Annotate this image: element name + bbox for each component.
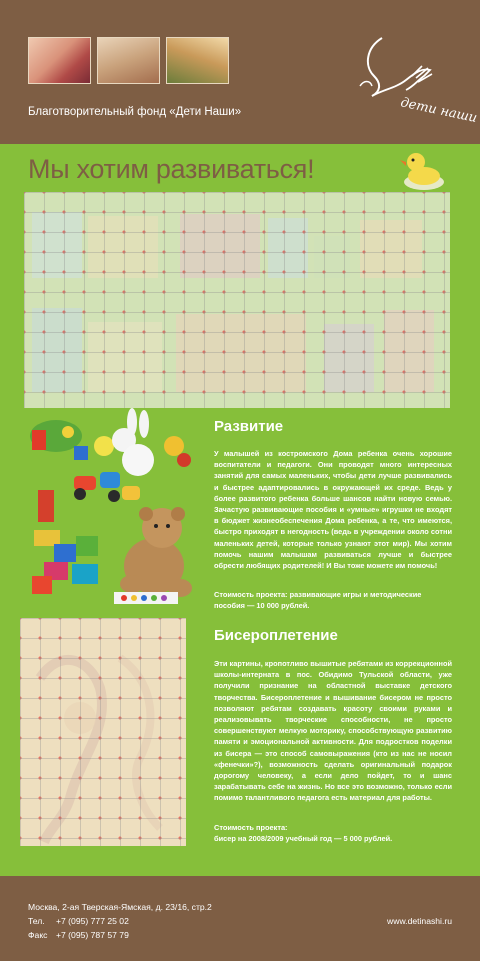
fax-number: +7 (095) 787 57 79	[56, 930, 129, 940]
footer	[0, 876, 480, 961]
foundation-logo	[352, 36, 479, 132]
development-cost: Стоимость проекта: развивающие игры и методические пособия — 10 000 рублей.	[214, 590, 422, 611]
grid-overlay	[24, 192, 450, 408]
fax	[28, 930, 129, 940]
photo-strip	[28, 37, 229, 84]
fax-label: Факс	[28, 930, 48, 940]
grid-overlay	[20, 618, 186, 846]
section-heading-development: Развитие	[214, 418, 284, 435]
website-link[interactable]: www.detinashi.ru	[387, 916, 452, 926]
child-photo	[97, 37, 160, 84]
rubber-duck-icon	[402, 148, 448, 192]
header	[0, 0, 480, 144]
section-heading-beadwork: Бисероплетение	[214, 627, 338, 644]
phone	[28, 916, 129, 926]
phone-number: +7 (095) 777 25 02	[56, 916, 129, 926]
phone-label: Тел.	[28, 916, 45, 926]
toy-shelf-image	[24, 192, 450, 408]
page-title: Мы хотим развиваться!	[28, 154, 315, 184]
toys-illustration	[14, 406, 204, 614]
child-photo	[166, 37, 229, 84]
beadwork-cost-label: Стоимость проекта:	[214, 823, 288, 832]
beadwork-cost	[214, 822, 452, 844]
child-photo	[28, 37, 91, 84]
foundation-name: Благотворительный фонд «Дети Наши»	[28, 106, 242, 118]
beadwork-cost-value: бисер на 2008/2009 учебный год — 5 000 рублей.	[214, 834, 393, 844]
development-text: У малышей из костромского Дома ребенка очень хорошие воспитатели и педагоги. Они проводят много интересных занятий для самых маленьких, чтобы дети лучше развивались и быстрее адаптировались в окружающей их среде. Ведь у более развитого ребенка больше шансов найти новую семью. Зачастую развивающие пособия и «умные» игрушки не входят в бюджет жизнеобеспечения Дома ребенка, а те, что имеются, быстро приходят в негодность (ведь в учреждении около сотни маленьких детей, которые только узнают этот мир). Мы хотим помочь нашим малышам развиваться лучше и быстрее обрести любящих родителей! И Вы тоже можете им помочь!	[214, 449, 452, 571]
beadwork-picture	[20, 618, 186, 846]
beadwork-text: Эти картины, кропотливо вышитые ребятами из коррекционной школы-интерната в пос. Обидимо Тульской области, уже получили признание на областной выставке детского творчества. Бисероплетение и вышивание бисером не просто позволяют ребятам создавать красоту своими руками и реализовывать творческие способности, не просто совершенствуют мелкую моторику, способствующую развитию памяти и эмоциональной активности. Для подростков поделки из бисера — это способ самовыражения (кто из нас не носил «фенечки»?), возможность сделать оригинальный подарок дорогому человеку, а если дело пойдет, то и шанс зарабатывать себе на жизнь. Но все это возможно, только если помимо талантливого педагога есть материал для работы.	[214, 659, 452, 803]
logo-text: дети наши	[399, 95, 479, 127]
address: Москва, 2-ая Тверская-Ямская, д. 23/16, стр.2	[28, 902, 212, 912]
